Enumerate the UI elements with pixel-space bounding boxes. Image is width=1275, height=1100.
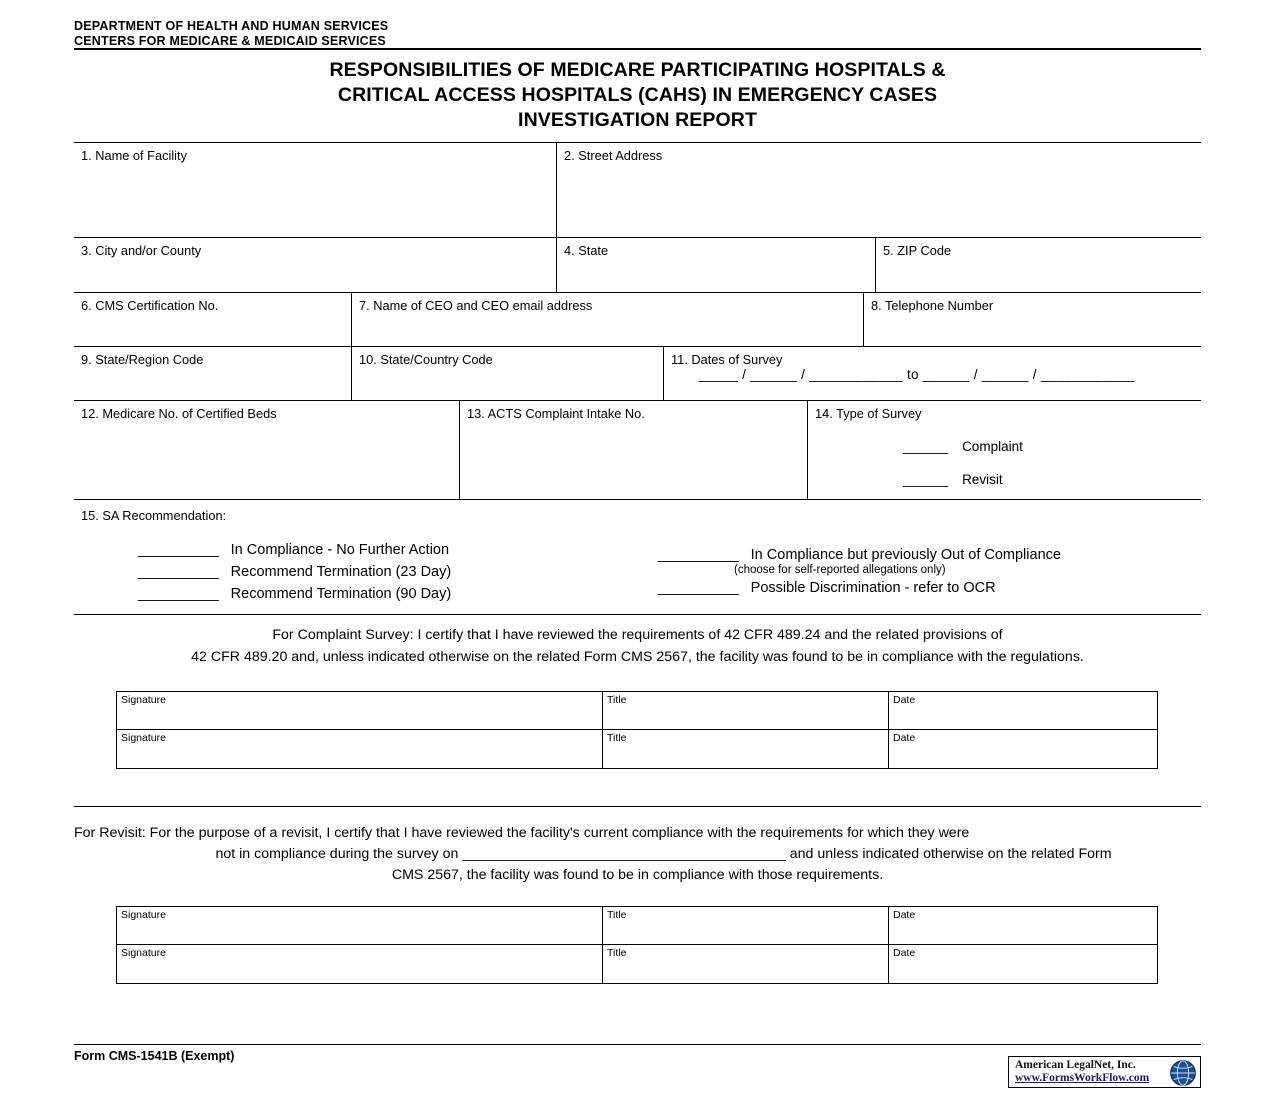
survey-type-complaint-blank[interactable]: ______	[903, 439, 949, 454]
date-label: Date	[893, 732, 916, 744]
sa-option-previously-out-label: In Compliance but previously Out of Compliance	[750, 547, 1061, 563]
field-state[interactable]	[557, 238, 876, 293]
sa-option-in-compliance[interactable]	[138, 542, 449, 558]
vendor-stamp	[1008, 1056, 1201, 1088]
field-certified-beds-label: 12. Medicare No. of Certified Beds	[81, 406, 277, 421]
field-city-county[interactable]	[74, 238, 557, 293]
title-label: Title	[607, 909, 627, 921]
vendor-url[interactable]: www.FormsWorkFlow.com	[1015, 1072, 1150, 1084]
field-dates-of-survey-label: 11. Dates of Survey	[671, 352, 783, 367]
signature-cell[interactable]	[117, 730, 603, 768]
header-divider	[74, 48, 1201, 50]
title-line-3: INVESTIGATION REPORT	[518, 109, 757, 131]
revisit-certification-line-3: CMS 2567, the facility was found to be in compliance with those requirements.	[391, 867, 884, 883]
table-row	[117, 907, 1157, 945]
title-line-1: RESPONSIBILITIES OF MEDICARE PARTICIPATING HOSPITALS &	[329, 59, 946, 81]
complaint-signature-table	[116, 691, 1158, 769]
section-divider	[74, 806, 1201, 807]
sa-option-possible-discrimination[interactable]	[658, 580, 996, 596]
complaint-certification-text	[74, 624, 1201, 668]
globe-icon	[1168, 1058, 1198, 1088]
field-facility-name[interactable]	[74, 143, 557, 238]
footer-divider	[74, 1044, 1201, 1045]
survey-type-revisit-blank[interactable]: ______	[903, 472, 949, 487]
sa-option-previously-out-note: (choose for self-reported allegations only)	[734, 564, 946, 576]
form-number: Form CMS-1541B (Exempt)	[74, 1049, 235, 1063]
date-label: Date	[893, 694, 916, 706]
signature-cell[interactable]	[117, 907, 603, 945]
field-cms-certification-no[interactable]	[74, 293, 352, 347]
date-label: Date	[893, 909, 916, 921]
sa-option-previously-out-blank[interactable]: __________	[658, 547, 739, 563]
field-dates-of-survey-blanks[interactable]: _____ / ______ / ____________ to ______ / ______ / ____________	[699, 367, 1135, 382]
field-facility-name-label: 1. Name of Facility	[81, 148, 187, 163]
field-city-county-label: 3. City and/or County	[81, 243, 202, 258]
sa-option-terminate-90[interactable]	[138, 586, 451, 602]
field-ceo-name-email-label: 7. Name of CEO and CEO email address	[359, 298, 593, 313]
sa-option-possible-discrimination-label: Possible Discrimination - refer to OCR	[750, 580, 996, 596]
sa-option-terminate-23-label: Recommend Termination (23 Day)	[230, 564, 452, 580]
field-acts-complaint-intake-no[interactable]	[460, 401, 808, 500]
date-cell[interactable]	[889, 907, 1157, 945]
revisit-certification-line-2	[74, 844, 1201, 865]
sa-recommendation-title: 15. SA Recommendation:	[81, 508, 227, 523]
form-field-grid	[74, 142, 1201, 500]
field-ceo-name-email[interactable]	[352, 293, 864, 347]
vendor-name: American LegalNet, Inc.	[1015, 1059, 1136, 1071]
field-street-address-label: 2. Street Address	[564, 148, 663, 163]
revisit-line-2a: not in compliance during the survey on	[215, 846, 463, 862]
date-cell[interactable]	[889, 730, 1157, 768]
survey-type-revisit-option[interactable]	[903, 472, 1201, 487]
date-cell[interactable]	[889, 692, 1157, 730]
title-label: Title	[607, 947, 627, 959]
revisit-certification-text	[74, 823, 1201, 886]
title-cell[interactable]	[603, 730, 889, 768]
signature-label: Signature	[121, 947, 166, 959]
date-cell[interactable]	[889, 945, 1157, 983]
field-dates-of-survey[interactable]	[664, 347, 1201, 401]
signature-cell[interactable]	[117, 945, 603, 983]
field-state-region-code-label: 9. State/Region Code	[81, 352, 204, 367]
title-line-2: CRITICAL ACCESS HOSPITALS (CAHS) IN EMERGENCY CASES	[337, 84, 938, 106]
field-telephone-number[interactable]	[864, 293, 1201, 347]
form-row-4	[74, 347, 1201, 401]
sa-option-possible-discrimination-blank[interactable]: __________	[658, 580, 739, 596]
title-cell[interactable]	[603, 692, 889, 730]
table-row	[117, 945, 1157, 983]
page-title	[74, 58, 1201, 133]
sa-option-terminate-23[interactable]	[138, 564, 451, 580]
sa-option-previously-out-of-compliance[interactable]	[658, 547, 1061, 563]
field-state-country-code-label: 10. State/Country Code	[359, 352, 493, 367]
date-label: Date	[893, 947, 916, 959]
title-label: Title	[607, 732, 627, 744]
revisit-survey-date-blank[interactable]: _________________________________________	[462, 846, 786, 862]
revisit-line-2b: and unless indicated otherwise on the related Form	[785, 846, 1112, 862]
title-cell[interactable]	[603, 907, 889, 945]
complaint-certification-line-1: For Complaint Survey: I certify that I have reviewed the requirements of 42 CFR 489.24 and the related provisions of	[272, 627, 1003, 643]
sa-option-terminate-90-label: Recommend Termination (90 Day)	[230, 586, 452, 602]
field-telephone-number-label: 8. Telephone Number	[871, 298, 994, 313]
sa-option-terminate-90-blank[interactable]: __________	[138, 586, 219, 602]
field-zip-code[interactable]	[876, 238, 1201, 293]
form-row-2	[74, 238, 1201, 293]
form-row-5	[74, 401, 1201, 500]
signature-label: Signature	[121, 732, 166, 744]
field-type-of-survey	[808, 401, 1201, 500]
survey-type-revisit-label: Revisit	[962, 472, 1003, 487]
revisit-signature-table	[116, 906, 1158, 984]
table-row	[117, 692, 1157, 730]
field-state-country-code[interactable]	[352, 347, 664, 401]
signature-label: Signature	[121, 694, 166, 706]
field-type-of-survey-label: 14. Type of Survey	[815, 406, 922, 421]
field-state-label: 4. State	[564, 243, 609, 258]
field-zip-code-label: 5. ZIP Code	[883, 243, 952, 258]
table-row	[117, 730, 1157, 768]
form-row-1	[74, 143, 1201, 238]
title-cell[interactable]	[603, 945, 889, 983]
field-certified-beds[interactable]	[74, 401, 460, 500]
revisit-certification-line-1: For Revisit: For the purpose of a revisit, I certify that I have reviewed the facility's current compliance with the requirements for which they were	[74, 825, 970, 841]
signature-label: Signature	[121, 909, 166, 921]
field-acts-complaint-intake-no-label: 13. ACTS Complaint Intake No.	[467, 406, 645, 421]
form-row-3	[74, 293, 1201, 347]
field-street-address[interactable]	[557, 143, 1201, 238]
complaint-certification-line-2: 42 CFR 489.20 and, unless indicated otherwise on the related Form CMS 2567, the facility was found to be in compliance with the regulations.	[191, 649, 1084, 665]
agency-heading	[74, 19, 974, 49]
sa-option-terminate-23-blank[interactable]: __________	[138, 564, 219, 580]
sa-recommendation-section	[74, 503, 1201, 615]
sa-option-in-compliance-label: In Compliance - No Further Action	[230, 542, 450, 558]
survey-type-complaint-label: Complaint	[962, 439, 1023, 454]
agency-line-2: CENTERS FOR MEDICARE & MEDICAID SERVICES	[74, 34, 386, 48]
sa-option-in-compliance-blank[interactable]: __________	[138, 542, 219, 558]
field-state-region-code[interactable]	[74, 347, 352, 401]
agency-line-1: DEPARTMENT OF HEALTH AND HUMAN SERVICES	[74, 19, 389, 33]
field-cms-certification-no-label: 6. CMS Certification No.	[81, 298, 219, 313]
title-label: Title	[607, 694, 627, 706]
signature-cell[interactable]	[117, 692, 603, 730]
survey-type-complaint-option[interactable]	[903, 439, 1201, 454]
